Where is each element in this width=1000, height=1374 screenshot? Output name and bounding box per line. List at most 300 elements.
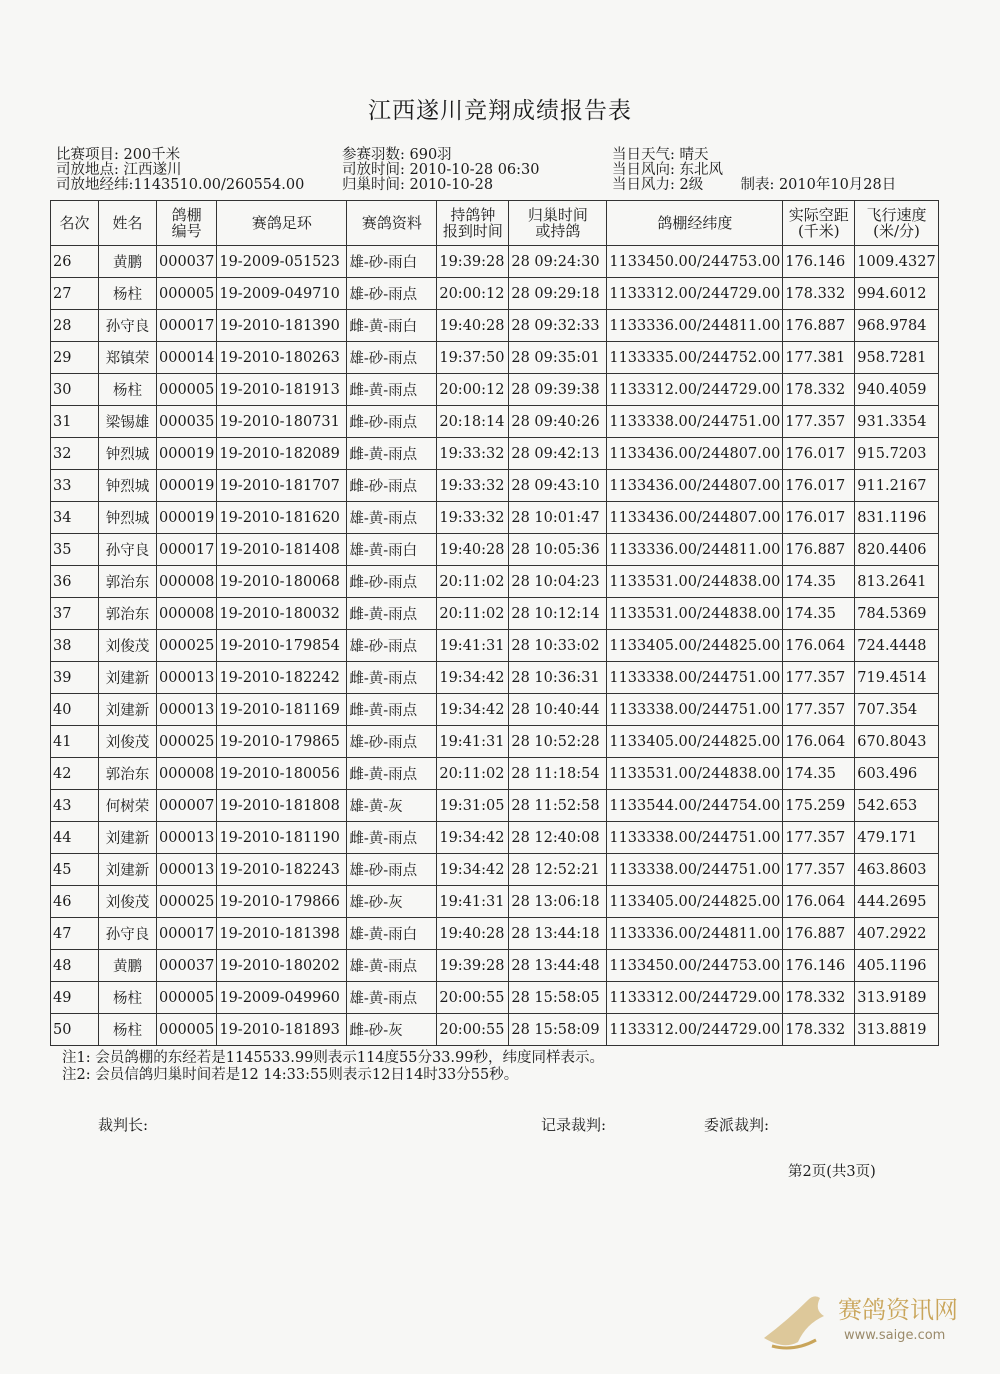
cell-rank: 43 [51,790,99,822]
cell-rank: 46 [51,886,99,918]
cell-info: 雄-砂-雨点 [347,342,437,374]
cell-rank: 37 [51,598,99,630]
cell-name: 黄鹏 [99,950,157,982]
cell-loft: 000037 [157,950,217,982]
meta-entries: 参赛羽数: 690羽 [342,147,452,163]
cell-rank: 38 [51,630,99,662]
cell-distance: 176.064 [783,630,855,662]
cell-loft: 000037 [157,246,217,278]
cell-info: 雌-黄-雨白 [347,310,437,342]
header-info: 赛鸽资料 [347,201,437,246]
cell-ring: 19-2010-180056 [217,758,347,790]
cell-clock: 19:33:32 [437,502,509,534]
watermark [758,1280,968,1360]
meta-right [612,148,896,193]
cell-rank: 36 [51,566,99,598]
table-row [51,726,939,758]
cell-coords: 1133405.00/244825.00 [607,726,783,758]
cell-name: 孙守良 [99,534,157,566]
cell-distance: 176.017 [783,470,855,502]
header-loft: 鸽棚 编号 [157,201,217,246]
cell-ring: 19-2010-181169 [217,694,347,726]
table-row [51,758,939,790]
cell-coords: 1133312.00/244729.00 [607,982,783,1014]
table-row [51,694,939,726]
cell-info: 雄-砂-雨点 [347,854,437,886]
table-row [51,534,939,566]
cell-info: 雄-砂-雨点 [347,630,437,662]
table-row [51,982,939,1014]
cell-info: 雌-砂-雨点 [347,470,437,502]
cell-info: 雄-黄-灰 [347,790,437,822]
cell-rank: 30 [51,374,99,406]
cell-coords: 1133405.00/244825.00 [607,886,783,918]
cell-name: 孙守良 [99,918,157,950]
cell-info: 雄-砂-雨点 [347,278,437,310]
cell-speed: 542.653 [855,790,938,822]
cell-loft: 000013 [157,662,217,694]
cell-return: 28 13:06:18 [509,886,607,918]
sign-record-judge: 记录裁判: [541,1116,607,1134]
cell-rank: 50 [51,1014,99,1046]
table-body [51,246,939,1046]
cell-distance: 176.017 [783,502,855,534]
cell-ring: 19-2010-182089 [217,438,347,470]
cell-speed: 813.2641 [855,566,938,598]
cell-speed: 831.1196 [855,502,938,534]
cell-coords: 1133312.00/244729.00 [607,278,783,310]
cell-distance: 176.887 [783,534,855,566]
table-row [51,1014,939,1046]
meta-wind-force-row [612,178,896,193]
header-distance: 实际空距 (千米) [783,201,855,246]
cell-loft: 000017 [157,534,217,566]
cell-name: 刘建新 [99,662,157,694]
cell-rank: 48 [51,950,99,982]
cell-loft: 000019 [157,438,217,470]
table-row [51,342,939,374]
cell-clock: 19:37:50 [437,342,509,374]
cell-return: 28 11:18:54 [509,758,607,790]
cell-clock: 20:11:02 [437,598,509,630]
cell-clock: 19:33:32 [437,438,509,470]
meta-release-coords: 司放地经纬:1143510.00/260554.00 [56,177,305,193]
cell-info: 雄-黄-雨点 [347,950,437,982]
cell-distance: 176.146 [783,950,855,982]
cell-loft: 000008 [157,758,217,790]
cell-return: 28 09:39:38 [509,374,607,406]
cell-return: 28 10:36:31 [509,662,607,694]
cell-ring: 19-2010-181398 [217,918,347,950]
table-row [51,790,939,822]
table-row [51,566,939,598]
cell-distance: 177.357 [783,694,855,726]
cell-clock: 20:00:12 [437,278,509,310]
cell-loft: 000025 [157,630,217,662]
cell-loft: 000035 [157,406,217,438]
cell-clock: 19:40:28 [437,918,509,950]
cell-name: 孙守良 [99,310,157,342]
cell-return: 28 11:52:58 [509,790,607,822]
cell-coords: 1133338.00/244751.00 [607,694,783,726]
cell-rank: 40 [51,694,99,726]
cell-rank: 45 [51,854,99,886]
cell-return: 28 12:52:21 [509,854,607,886]
cell-coords: 1133436.00/244807.00 [607,470,783,502]
note-2: 注2: 会员信鸽归巢时间若是12 14:33:55则表示12日14时33分55秒。 [62,1067,519,1083]
cell-speed: 719.4514 [855,662,938,694]
cell-ring: 19-2010-181893 [217,1014,347,1046]
cell-info: 雌-砂-雨点 [347,406,437,438]
cell-ring: 19-2010-180068 [217,566,347,598]
cell-ring: 19-2010-181390 [217,310,347,342]
cell-info: 雌-黄-雨点 [347,758,437,790]
meta-middle [342,148,540,193]
cell-rank: 42 [51,758,99,790]
cell-name: 刘建新 [99,822,157,854]
cell-distance: 178.332 [783,278,855,310]
cell-distance: 176.064 [783,726,855,758]
cell-name: 梁锡雄 [99,406,157,438]
cell-loft: 000025 [157,886,217,918]
meta-made-date: 制表: 2010年10月28日 [740,177,897,193]
cell-coords: 1133450.00/244753.00 [607,246,783,278]
cell-speed: 784.5369 [855,598,938,630]
cell-distance: 176.887 [783,918,855,950]
meta-release-place: 司放地点: 江西遂川 [56,162,182,178]
cell-name: 黄鹏 [99,246,157,278]
cell-rank: 27 [51,278,99,310]
cell-clock: 20:18:14 [437,406,509,438]
cell-coords: 1133336.00/244811.00 [607,534,783,566]
table-row [51,822,939,854]
meta-weather: 当日天气: 晴天 [612,147,709,163]
cell-distance: 176.017 [783,438,855,470]
cell-coords: 1133312.00/244729.00 [607,1014,783,1046]
cell-name: 刘建新 [99,854,157,886]
cell-info: 雌-黄-雨点 [347,822,437,854]
table-row [51,854,939,886]
cell-clock: 19:40:28 [437,310,509,342]
cell-loft: 000007 [157,790,217,822]
cell-speed: 931.3354 [855,406,938,438]
cell-clock: 20:00:12 [437,374,509,406]
cell-distance: 177.357 [783,854,855,886]
cell-loft: 000019 [157,470,217,502]
cell-return: 28 15:58:09 [509,1014,607,1046]
cell-clock: 20:11:02 [437,566,509,598]
cell-ring: 19-2010-181190 [217,822,347,854]
cell-name: 郑镇荣 [99,342,157,374]
cell-rank: 47 [51,918,99,950]
cell-loft: 000005 [157,1014,217,1046]
page-number: 第2页(共3页) [788,1164,876,1180]
cell-name: 杨柱 [99,278,157,310]
header-clock: 持鸽钟 报到时间 [437,201,509,246]
cell-ring: 19-2010-179865 [217,726,347,758]
cell-clock: 19:34:42 [437,662,509,694]
report-title: 江西遂川竞翔成绩报告表 [368,98,632,124]
table-row [51,406,939,438]
header-name: 姓名 [99,201,157,246]
cell-rank: 44 [51,822,99,854]
table-row [51,374,939,406]
sign-chief-judge: 裁判长: [98,1116,149,1134]
cell-coords: 1133531.00/244838.00 [607,566,783,598]
table-row [51,438,939,470]
cell-clock: 19:34:42 [437,854,509,886]
cell-clock: 19:41:31 [437,886,509,918]
cell-distance: 174.35 [783,758,855,790]
cell-distance: 177.381 [783,342,855,374]
cell-coords: 1133436.00/244807.00 [607,502,783,534]
cell-loft: 000013 [157,822,217,854]
cell-return: 28 13:44:18 [509,918,607,950]
note-1: 注1: 会员鸽棚的东经若是1145533.99则表示114度55分33.99秒，纬度同样表示。 [62,1050,604,1066]
cell-speed: 313.8819 [855,1014,938,1046]
cell-coords: 1133336.00/244811.00 [607,310,783,342]
table-row [51,470,939,502]
cell-speed: 313.9189 [855,982,938,1014]
notes [62,1050,604,1084]
cell-info: 雄-黄-雨白 [347,918,437,950]
cell-distance: 178.332 [783,982,855,1014]
cell-name: 杨柱 [99,1014,157,1046]
cell-loft: 000005 [157,374,217,406]
cell-clock: 19:41:31 [437,630,509,662]
cell-info: 雌-黄-雨点 [347,438,437,470]
cell-speed: 915.7203 [855,438,938,470]
watermark-name: 赛鸽资讯网 [838,1296,958,1324]
table-row [51,886,939,918]
cell-return: 28 10:12:14 [509,598,607,630]
cell-ring: 19-2010-181707 [217,470,347,502]
cell-name: 刘俊茂 [99,886,157,918]
cell-speed: 670.8043 [855,726,938,758]
cell-coords: 1133405.00/244825.00 [607,630,783,662]
cell-return: 28 10:52:28 [509,726,607,758]
cell-distance: 175.259 [783,790,855,822]
cell-info: 雄-砂-灰 [347,886,437,918]
cell-clock: 19:39:28 [437,950,509,982]
cell-speed: 479.171 [855,822,938,854]
pigeon-logo-icon [758,1280,838,1360]
cell-rank: 34 [51,502,99,534]
cell-loft: 000008 [157,566,217,598]
cell-coords: 1133338.00/244751.00 [607,406,783,438]
cell-distance: 177.357 [783,662,855,694]
cell-ring: 19-2009-049960 [217,982,347,1014]
results-table [50,200,939,1046]
cell-name: 郭治东 [99,566,157,598]
cell-speed: 1009.4327 [855,246,938,278]
cell-info: 雌-黄-雨点 [347,662,437,694]
cell-rank: 28 [51,310,99,342]
cell-clock: 19:41:31 [437,726,509,758]
cell-coords: 1133338.00/244751.00 [607,662,783,694]
cell-speed: 463.8603 [855,854,938,886]
cell-speed: 405.1196 [855,950,938,982]
cell-ring: 19-2010-180032 [217,598,347,630]
header-speed: 飞行速度 (米/分) [855,201,938,246]
cell-coords: 1133450.00/244753.00 [607,950,783,982]
header-ring: 赛鸽足环 [217,201,347,246]
cell-info: 雌-黄-雨点 [347,374,437,406]
cell-distance: 177.357 [783,406,855,438]
cell-coords: 1133544.00/244754.00 [607,790,783,822]
cell-speed: 994.6012 [855,278,938,310]
cell-speed: 603.496 [855,758,938,790]
cell-speed: 911.2167 [855,470,938,502]
cell-info: 雌-黄-雨点 [347,694,437,726]
cell-return: 28 10:04:23 [509,566,607,598]
cell-name: 郭治东 [99,598,157,630]
cell-ring: 19-2010-181408 [217,534,347,566]
table-row [51,662,939,694]
cell-info: 雌-砂-雨点 [347,566,437,598]
cell-loft: 000019 [157,502,217,534]
watermark-url: www.saige.com [844,1328,946,1343]
cell-info: 雄-黄-雨点 [347,502,437,534]
cell-coords: 1133338.00/244751.00 [607,854,783,886]
cell-return: 28 09:40:26 [509,406,607,438]
cell-speed: 958.7281 [855,342,938,374]
table-row [51,950,939,982]
cell-name: 刘俊茂 [99,630,157,662]
cell-distance: 177.357 [783,822,855,854]
meta-release-time: 司放时间: 2010-10-28 06:30 [342,162,540,178]
cell-distance: 178.332 [783,1014,855,1046]
cell-return: 28 10:33:02 [509,630,607,662]
cell-return: 28 10:40:44 [509,694,607,726]
cell-distance: 178.332 [783,374,855,406]
cell-loft: 000025 [157,726,217,758]
cell-loft: 000005 [157,278,217,310]
table-header-row [51,201,939,246]
cell-name: 钟烈城 [99,470,157,502]
cell-distance: 176.887 [783,310,855,342]
cell-coords: 1133531.00/244838.00 [607,758,783,790]
cell-speed: 724.4448 [855,630,938,662]
cell-coords: 1133531.00/244838.00 [607,598,783,630]
cell-clock: 20:00:55 [437,982,509,1014]
cell-ring: 19-2010-181620 [217,502,347,534]
cell-ring: 19-2010-181808 [217,790,347,822]
meta-event: 比赛项目: 200千米 [56,147,181,163]
cell-loft: 000013 [157,694,217,726]
header-return: 归巢时间 或持鸽 [509,201,607,246]
cell-coords: 1133335.00/244752.00 [607,342,783,374]
cell-ring: 19-2009-051523 [217,246,347,278]
cell-coords: 1133312.00/244729.00 [607,374,783,406]
cell-rank: 39 [51,662,99,694]
cell-ring: 19-2009-049710 [217,278,347,310]
table-row [51,502,939,534]
cell-clock: 19:39:28 [437,246,509,278]
header-rank: 名次 [51,201,99,246]
cell-return: 28 09:29:18 [509,278,607,310]
meta-wind-direction: 当日风向: 东北风 [612,162,723,178]
cell-distance: 176.146 [783,246,855,278]
cell-ring: 19-2010-182243 [217,854,347,886]
cell-speed: 444.2695 [855,886,938,918]
cell-rank: 49 [51,982,99,1014]
cell-name: 钟烈城 [99,502,157,534]
cell-distance: 174.35 [783,598,855,630]
cell-info: 雄-砂-雨白 [347,246,437,278]
cell-speed: 820.4406 [855,534,938,566]
meta-left [56,148,304,193]
cell-loft: 000014 [157,342,217,374]
cell-loft: 000013 [157,854,217,886]
cell-rank: 26 [51,246,99,278]
cell-rank: 33 [51,470,99,502]
cell-clock: 19:40:28 [437,534,509,566]
cell-coords: 1133436.00/244807.00 [607,438,783,470]
cell-return: 28 12:40:08 [509,822,607,854]
table-row [51,918,939,950]
table-row [51,630,939,662]
cell-ring: 19-2010-180731 [217,406,347,438]
cell-return: 28 15:58:05 [509,982,607,1014]
table-row [51,278,939,310]
cell-name: 杨柱 [99,982,157,1014]
cell-info: 雌-砂-灰 [347,1014,437,1046]
cell-rank: 31 [51,406,99,438]
cell-clock: 19:33:32 [437,470,509,502]
cell-loft: 000005 [157,982,217,1014]
cell-speed: 707.354 [855,694,938,726]
cell-rank: 29 [51,342,99,374]
table-row [51,598,939,630]
table-row [51,310,939,342]
cell-ring: 19-2010-179854 [217,630,347,662]
cell-return: 28 09:35:01 [509,342,607,374]
cell-rank: 41 [51,726,99,758]
cell-ring: 19-2010-181913 [217,374,347,406]
cell-return: 28 09:43:10 [509,470,607,502]
cell-info: 雄-黄-雨白 [347,534,437,566]
cell-name: 何树荣 [99,790,157,822]
cell-ring: 19-2010-180202 [217,950,347,982]
cell-clock: 19:31:05 [437,790,509,822]
cell-name: 刘建新 [99,694,157,726]
cell-ring: 19-2010-180263 [217,342,347,374]
cell-clock: 19:34:42 [437,822,509,854]
cell-ring: 19-2010-179866 [217,886,347,918]
table-row [51,246,939,278]
cell-clock: 20:11:02 [437,758,509,790]
cell-loft: 000008 [157,598,217,630]
cell-loft: 000017 [157,918,217,950]
cell-info: 雄-砂-雨点 [347,726,437,758]
cell-info: 雌-黄-雨点 [347,598,437,630]
cell-clock: 20:00:55 [437,1014,509,1046]
cell-speed: 940.4059 [855,374,938,406]
sign-appointed-judge: 委派裁判: [704,1116,770,1134]
cell-name: 钟烈城 [99,438,157,470]
meta-return-time: 归巢时间: 2010-10-28 [342,177,494,193]
cell-coords: 1133338.00/244751.00 [607,822,783,854]
cell-return: 28 10:01:47 [509,502,607,534]
cell-ring: 19-2010-182242 [217,662,347,694]
cell-rank: 35 [51,534,99,566]
cell-name: 杨柱 [99,374,157,406]
header-coords: 鸽棚经纬度 [607,201,783,246]
cell-info: 雄-黄-雨点 [347,982,437,1014]
cell-speed: 407.2922 [855,918,938,950]
cell-return: 28 09:32:33 [509,310,607,342]
